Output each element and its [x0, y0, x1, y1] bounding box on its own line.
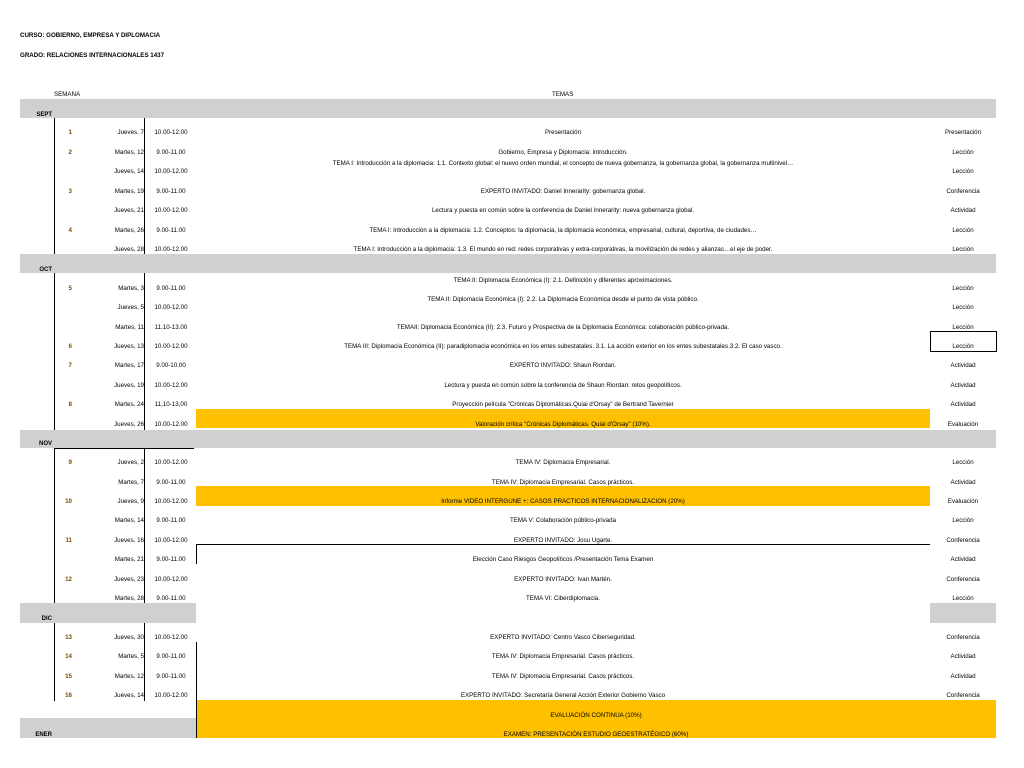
session-type: Lección [952, 517, 974, 524]
session-type: Evaluación [947, 421, 979, 428]
session-type: Evaluación [947, 498, 979, 505]
class-time: 10.00-12.00 [154, 246, 188, 253]
course-title: CURSO: GOBIERNO, EMPRESA Y DIPLOMACIA [20, 32, 161, 39]
class-time: 9.00-11.00 [156, 653, 186, 660]
degree-title: GRADO: RELACIONES INTERNACIONALES 1437 [20, 52, 165, 59]
class-time: 10.00-12.00 [154, 634, 188, 641]
class-day: Martes, 28 [114, 595, 144, 602]
class-day: Jueves, 30 [114, 634, 144, 641]
month-label-nov: NOV [38, 441, 52, 447]
session-type: Lección [952, 246, 974, 253]
session-type: Conferencia [946, 692, 980, 699]
grid-line [144, 273, 145, 430]
week-number: 14 [65, 653, 72, 660]
class-topic: EXPERTO INVITADO: Shaun Riordan. [509, 362, 617, 369]
continuous-evaluation-label: EVALUACIÓN CONTINUA (10%) [550, 712, 642, 719]
class-time: 10.00-12.00 [154, 692, 188, 699]
class-time: 9.00-11.00 [156, 556, 186, 563]
session-type: Lección [952, 595, 974, 602]
class-day: Martes, 3 [118, 285, 144, 292]
class-time: 10.00-12.00 [154, 382, 188, 389]
class-topic: Informe VIDEO INTERGUNE +: CASOS PRÁCTICOS INTERNACIONALIZACIÓN (20%) [441, 498, 685, 505]
class-day: Martes, 21 [114, 556, 144, 563]
class-topic: TEMA IV: Diplomacia Empresarial. Casos prácticos. [491, 653, 635, 660]
grid-line [196, 544, 930, 545]
week-number: 12 [65, 576, 72, 583]
session-type: Lección [952, 459, 974, 466]
class-time: 9.00-11.00 [156, 673, 186, 680]
class-topic: TEMAII: Diplomacia Económica (II): 2.3. Futuro y Prospectiva de la Diplomacia Económica: colaboración público-privada. [396, 324, 730, 331]
week-number: 11 [65, 537, 72, 544]
grid-line [144, 623, 145, 701]
grid-line [996, 331, 997, 352]
class-topic: TEMA III: Diplomacia Económica (II): paradiplomacia económica en los entes subestatales. 3.1. La acción exterior en los entes subestatales.3.2. El caso vasco. [344, 343, 782, 350]
grid-line [144, 448, 145, 603]
week-number: 4 [68, 227, 72, 234]
grid-line [930, 331, 996, 332]
class-time: 10.00-12.00 [154, 168, 188, 175]
class-time: 10.00-12.00 [154, 207, 188, 214]
session-type: Actividad [950, 479, 976, 486]
week-number: 2 [68, 149, 72, 156]
class-day: Martes, 14 [114, 517, 144, 524]
grid-line [144, 118, 145, 254]
class-topic: TEMA IV: Diplomacia Empresarial. [515, 459, 611, 466]
class-time: 9.00-10.00 [156, 362, 186, 369]
month-band-oct [20, 254, 996, 273]
class-day: Jueves, 23 [114, 576, 144, 583]
class-day: Jueves, 28 [114, 246, 144, 253]
semana-column-header: SEMANA [54, 91, 81, 98]
session-type: Actividad [950, 207, 976, 214]
class-topic: TEMA II: Diplomacia Económica (I): 2.1. Definición y diferentes aproximaciones. [453, 277, 673, 284]
class-time: 11,10-13,00 [154, 401, 188, 408]
class-day: Martes, 5 [118, 653, 144, 660]
class-topic: TEMA I: Introducción a la diplomacia: 1.1. Contexto global: el nuevo orden mundial, el concepto de nueva gobernanza, la gobernanza global, la gobernanza multinivel… [332, 160, 794, 167]
class-time: 11.10-13.00 [154, 324, 188, 331]
class-day: Jueves, 7 [117, 129, 144, 136]
class-time: 9.00-11.00 [156, 285, 186, 292]
week-number: 1 [68, 129, 72, 136]
session-type: Actividad [950, 401, 976, 408]
class-topic: TEMA IV: Diplomacia Empresarial. Casos prácticos. [491, 479, 635, 486]
class-topic: TEMA II: Diplomacia Económica (I): 2.2. La Diplomacia Económica desde el punto de vista público. [427, 296, 699, 303]
week-number: 6 [68, 343, 72, 350]
temas-column-header: TEMAS [552, 91, 574, 98]
class-topic: EXPERTO INVITADO: Secretaría General Acción Exterior Gobierno Vasco [460, 692, 666, 699]
grid-line [54, 448, 194, 449]
session-type: Lección [952, 149, 974, 156]
class-topic: TEMA VI: Ciberdiplomacia. [526, 595, 600, 602]
class-time: 10.00-12.00 [154, 576, 188, 583]
class-time: 9.00-11,00 [156, 479, 186, 486]
session-type: Actividad [950, 382, 976, 389]
class-time: 10.00-12.00 [154, 421, 188, 428]
class-day: Jueves, 13 [114, 343, 144, 350]
month-band-nov [20, 430, 996, 448]
class-topic: Valoración crítica "Crónicas Diplomáticas. Quiai d'Orsay" (10%). [475, 421, 651, 428]
session-type: Presentación [944, 129, 982, 136]
class-day: Martes, 17 [114, 362, 144, 369]
class-day: Jueves, 21 [114, 207, 144, 214]
class-topic: EXPERTO INVITADO: Josu Ugarte. [513, 537, 613, 544]
class-day: Jueves, 2 [117, 459, 144, 466]
class-time: 10.00-12.00 [154, 498, 188, 505]
week-number: 8 [68, 401, 72, 408]
session-type: Lección [952, 304, 974, 311]
class-day: Martes, 19 [114, 188, 144, 195]
class-day: Martes, 12 [114, 149, 144, 156]
class-time: 10.00-12.00 [154, 129, 188, 136]
class-day: Jueves, 14 [114, 692, 144, 699]
class-topic: EXPERTO INVITADO: Centro Vasco Ciberseguridad. [490, 634, 636, 641]
session-type: Lección [952, 168, 974, 175]
session-type: Lección [952, 343, 974, 350]
month-band-dic-right [930, 603, 996, 623]
week-number: 16 [65, 692, 72, 699]
session-type: Actividad [950, 362, 976, 369]
class-day: Jueves, 9 [117, 498, 144, 505]
grid-line [930, 351, 996, 352]
week-number: 3 [68, 188, 72, 195]
class-topic: TEMA V: Colaboración público-privada [509, 517, 617, 524]
session-type: Conferencia [946, 634, 980, 641]
class-time: 10.00-12.00 [154, 459, 188, 466]
class-day: Jueves, 14 [114, 168, 144, 175]
month-label-ener: ENER [35, 732, 52, 738]
session-type: Conferencia [946, 576, 980, 583]
class-topic: EXPERTO INVITADO: Ivan Martén. [514, 576, 612, 583]
week-number: 10 [65, 498, 72, 505]
session-type: Lección [952, 227, 974, 234]
class-day: Jueves, 5 [117, 304, 144, 311]
class-topic: Elección Caso Riesgos Geopolíticos /Presentación Tema Examen [472, 556, 654, 563]
class-time: 9.00-11.00 [156, 227, 186, 234]
class-time: 9.00-11.00 [156, 517, 186, 524]
session-type: Actividad [950, 653, 976, 660]
session-type: Conferencia [946, 188, 980, 195]
class-day: Martes, 26 [114, 227, 144, 234]
class-topic: EXPERTO INVITADO: Daniel Innerarity: gobernanza global. [480, 188, 646, 195]
session-type: Actividad [950, 673, 976, 680]
session-type: Actividad [950, 556, 976, 563]
class-time: 9.00-11.00 [156, 188, 186, 195]
session-type: Conferencia [946, 537, 980, 544]
week-number: 15 [65, 673, 72, 680]
class-time: 9.00-11.00 [156, 149, 186, 156]
month-label-oct: OCT [39, 267, 52, 273]
month-label-dic: DIC [41, 616, 52, 622]
class-topic: Lectura y puesta en común sobre la conferencia de Daniel Innerarity: nueva gobernanza global. [431, 207, 695, 214]
class-topic: Presentación [544, 129, 582, 136]
week-number: 5 [68, 285, 72, 292]
week-number: 13 [65, 634, 72, 641]
class-day: Martes, 7 [118, 479, 144, 486]
exam-label: EXAMEN: PRESENTACIÓN ESTUDIO GEOESTRATÉGICO (60%) [503, 731, 689, 738]
class-day: Jueves, 16 [114, 537, 144, 544]
week-number: 7 [68, 362, 72, 369]
class-topic: Proyección película "Crónicas Diplomáticas.Quiai d'Orsay" de Bertrand Tavernier [452, 401, 674, 408]
class-topic: TEMA IV: Diplomacia Empresarial. Casos prácticos. [491, 673, 635, 680]
class-time: 10.00-12.00 [154, 343, 188, 350]
class-topic: TEMA I: Introducción a la diplomacia: 1.3. El mundo en red: redes corporativas y extra-corporativas, la movilización de redes y alianzas…el eje de poder. [353, 246, 773, 253]
week-number: 9 [68, 459, 72, 466]
class-day: Martes, 12 [114, 673, 144, 680]
month-band-sept [20, 99, 996, 118]
class-day: Martes, 11 [115, 324, 144, 331]
class-time: 9.00-11.00 [156, 595, 186, 602]
class-time: 10.00-12.00 [154, 304, 188, 311]
session-type: Lección [952, 324, 974, 331]
class-topic: Gobierno, Empresa y Diplomacia: introducción. [498, 149, 628, 156]
session-type: Lección [952, 285, 974, 292]
class-day: Jueves, 19 [114, 382, 144, 389]
month-label-sept: SEPT [36, 112, 52, 118]
class-topic: Lectura y puesta en común sobre la conferencia de Shaun Riordan: retos geopolíticos. [444, 382, 682, 389]
class-time: 10.00-12.00 [154, 537, 188, 544]
class-day: Martes, 24 [114, 401, 144, 408]
class-topic: TEMA I: Introducción a la diplomacia: 1.2. Conceptos: la diplomacia, la diplomacia económica, empresarial, cultural, deportiva, de ciudades… [369, 227, 757, 234]
class-day: Jueves, 26 [114, 421, 144, 428]
